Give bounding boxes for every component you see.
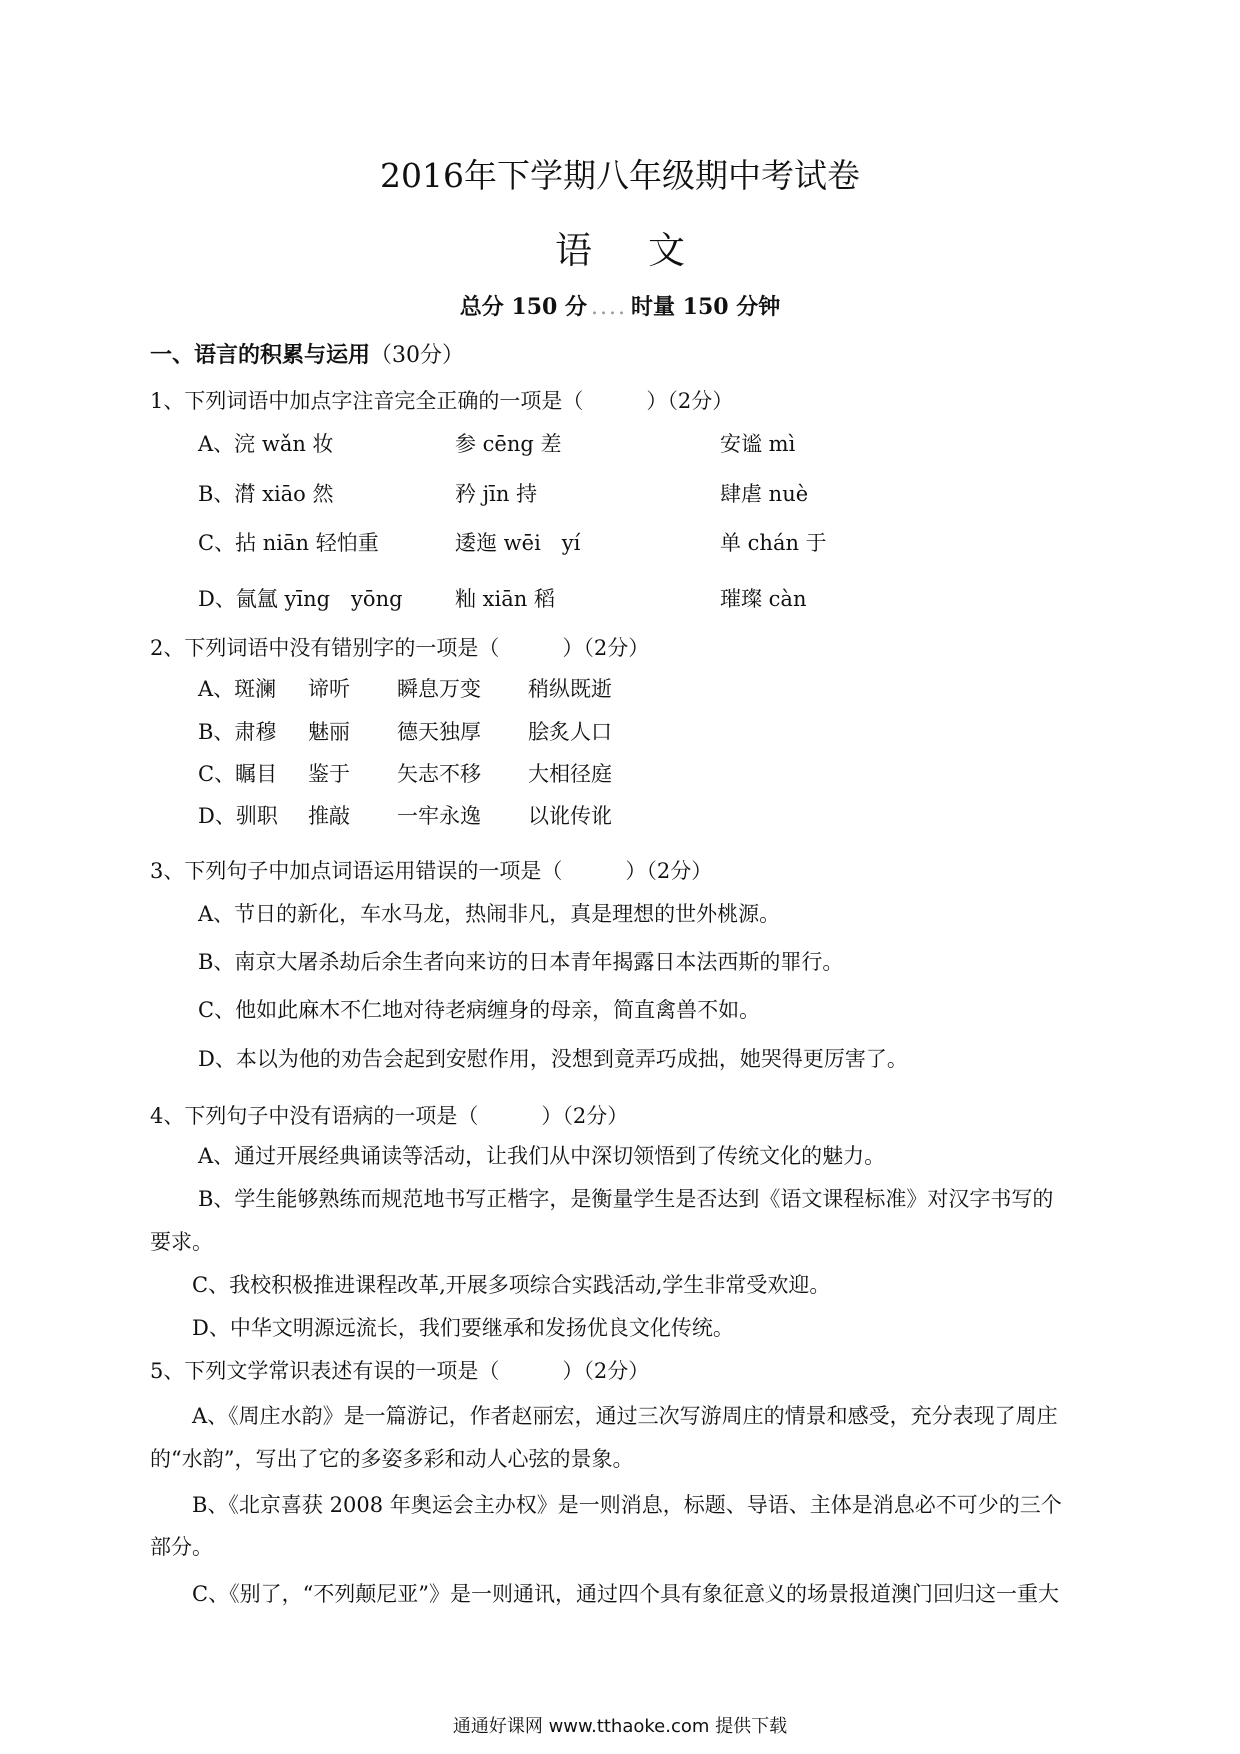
q2-option-c-1: C、瞩目 [198,762,278,786]
time-limit: 时量 150 分钟 [630,294,781,320]
q4-option-a: A、通过开展经典诵读等活动，让我们从中深切领悟到了传统文化的魅力。 [198,1144,886,1168]
q2-option-c-2: 鉴于 [308,762,350,786]
question-1-stem: 1、下列词语中加点字注音完全正确的一项是（ ）（2分） [150,389,734,413]
q4-option-b-line2: 要求。 [150,1230,213,1254]
section-title: 一、语言的积累与运用 [150,342,371,368]
q1-option-b-2: 矜 jīn 持 [455,482,538,506]
exam-title: 2016年下学期八年级期中考试卷 [380,156,860,195]
q1-option-d-2: 籼 xiān 稻 [455,587,555,611]
q2-option-a-3: 瞬息万变 [397,677,481,701]
q2-option-b-3: 德天独厚 [397,720,481,744]
q1-option-c-1: C、拈 niān 轻怕重 [198,531,379,555]
subject-heading: 语文 [555,229,741,272]
q3-option-b: B、南京大屠杀劫后余生者向来访的日本青年揭露日本法西斯的罪行。 [198,950,844,974]
q1-option-d-1: D、氤氲 yīng yōng [198,587,403,611]
q5-option-b-line2: 部分。 [150,1535,213,1559]
exam-meta [0,290,1240,321]
q1-option-a-1: A、浣 wǎn 妆 [198,432,334,456]
q2-option-c-3: 矢志不移 [397,762,481,786]
q5-option-a-line2: 的“水韵”，写出了它的多姿多彩和动人心弦的景象。 [150,1447,634,1471]
q1-option-a-3: 安谧 mì [720,432,796,456]
q1-option-c-3: 单 chán 于 [720,531,827,555]
q1-option-a-2: 参 cēng 差 [455,432,562,456]
q1-option-d-3: 璀璨 càn [720,587,807,611]
q2-option-a-4: 稍纵既逝 [528,677,612,701]
q2-option-a-2: 谛听 [308,677,350,701]
q2-option-c-4: 大相径庭 [528,762,612,786]
q3-option-a: A、节日的新化，车水马龙，热闹非凡，真是理想的世外桃源。 [198,902,781,926]
q5-option-a-line1: A、《周庄水韵》是一篇游记，作者赵丽宏，通过三次写游周庄的情景和感受，充分表现了周庄 [192,1404,1058,1428]
q4-option-b-line1: B、学生能够熟练而规范地书写正楷字，是衡量学生是否达到《语文课程标准》对汉字书写的 [198,1187,1054,1211]
q2-option-a-1: A、斑澜 [198,677,277,701]
q3-option-c: C、他如此麻木不仁地对待老病缠身的母亲，简直禽兽不如。 [198,998,761,1022]
q2-option-d-1: D、驯职 [198,804,278,828]
total-score: 总分 150 分 [459,294,587,320]
q4-option-d: D、中华文明源远流长，我们要继承和发扬优良文化传统。 [192,1316,734,1340]
section-heading [150,338,464,369]
q2-option-b-1: B、肃穆 [198,720,277,744]
q2-option-d-3: 一牢永逸 [397,804,481,828]
q2-option-b-4: 脍炙人口 [528,720,612,744]
question-3-stem: 3、下列句子中加点词语运用错误的一项是（ ）（2分） [150,859,713,883]
question-5-stem: 5、下列文学常识表述有误的一项是（ ）（2分） [150,1359,650,1383]
q5-option-b-line1: B、《北京喜获 2008 年奥运会主办权》是一则消息，标题、导语、主体是消息必不可少的三个 [192,1493,1062,1517]
question-4-stem: 4、下列句子中没有语病的一项是（ ）（2分） [150,1104,629,1128]
q2-option-b-2: 魅丽 [308,720,350,744]
q2-option-d-2: 推敲 [308,804,350,828]
q1-option-b-1: B、潸 xiāo 然 [198,482,334,506]
q2-option-d-4: 以讹传讹 [528,804,612,828]
section-points: （30分） [370,343,465,368]
page-footer: 通通好课网 www.tthaoke.com 提供下载 [452,1716,788,1737]
q1-option-b-3: 肆虐 nuè [720,482,809,506]
q1-option-c-2: 逶迤 wēi yí [455,531,581,555]
q3-option-d: D、本以为他的劝告会起到安慰作用，没想到竟弄巧成拙，她哭得更厉害了。 [198,1047,908,1071]
question-2-stem: 2、下列词语中没有错别字的一项是（ ）（2分） [150,636,650,660]
q5-option-c-line1: C、《别了，“不列颠尼亚”》是一则通讯，通过四个具有象征意义的场景报道澳门回归这一重大 [192,1582,1060,1606]
meta-separator: .... [591,295,627,320]
q4-option-c: C、我校积极推进课程改革,开展多项综合实践活动,学生非常受欢迎。 [192,1273,831,1297]
